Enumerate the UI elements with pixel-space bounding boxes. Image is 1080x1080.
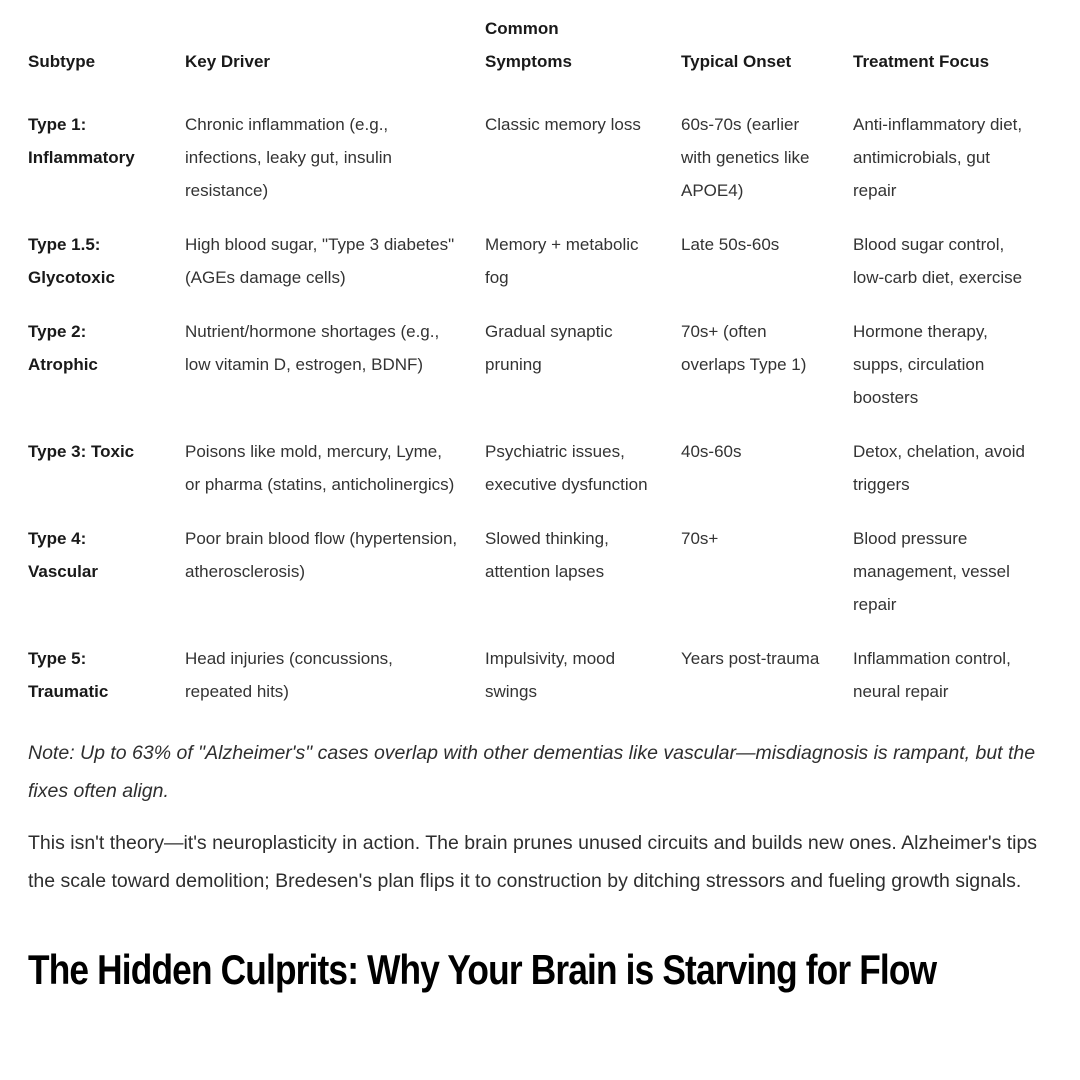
cell-symptoms: Impulsivity, mood swings xyxy=(485,649,616,701)
cell-symptoms: Gradual synaptic pruning xyxy=(485,322,613,374)
column-header-typical-onset: Typical Onset xyxy=(681,52,792,71)
column-header-key-driver: Key Driver xyxy=(185,52,271,71)
cell-treatment: Detox, chelation, avoid triggers xyxy=(853,442,1025,494)
subtype-table xyxy=(28,12,1052,708)
body-paragraph: This isn't theory—it's neuroplasticity in action. The brain prunes unused circuits and builds new ones. Alzheimer's tips the scale toward demolition; Bredesen's plan flips it to construction by ditching stressors and fueling growth signals. xyxy=(28,832,1038,892)
cell-key-driver: Poisons like mold, mercury, Lyme, or pharma (statins, anticholinergics) xyxy=(185,442,455,494)
cell-subtype: Type 1: Inflammatory xyxy=(28,115,135,167)
cell-key-driver: Chronic inflammation (e.g., infections, leaky gut, insulin resistance) xyxy=(185,115,392,200)
column-header-common-symptoms: Common Symptoms xyxy=(485,19,572,71)
cell-subtype: Type 2: Atrophic xyxy=(28,322,98,374)
cell-treatment: Blood sugar control, low-carb diet, exercise xyxy=(853,235,1023,287)
cell-onset: 70s+ (often overlaps Type 1) xyxy=(681,322,807,374)
cell-symptoms: Slowed thinking, attention lapses xyxy=(485,529,609,581)
cell-key-driver: High blood sugar, "Type 3 diabetes" (AGEs damage cells) xyxy=(185,235,455,287)
cell-symptoms: Memory + metabolic fog xyxy=(485,235,639,287)
column-header-subtype: Subtype xyxy=(28,52,96,71)
cell-symptoms: Classic memory loss xyxy=(485,115,641,134)
cell-treatment: Anti-inflammatory diet, antimicrobials, gut repair xyxy=(853,115,1023,200)
cell-subtype: Type 4: Vascular xyxy=(28,529,98,581)
table-row-type-4 xyxy=(28,522,1052,621)
cell-onset: Years post-trauma xyxy=(681,649,820,668)
table-row-type-2 xyxy=(28,315,1052,414)
column-header-treatment-focus: Treatment Focus xyxy=(853,52,990,71)
table-row-type-5 xyxy=(28,642,1052,708)
cell-key-driver: Head injuries (concussions, repeated hits) xyxy=(185,649,393,701)
cell-treatment: Blood pressure management, vessel repair xyxy=(853,529,1010,614)
cell-subtype: Type 3: Toxic xyxy=(28,442,135,461)
note-text: Note: Up to 63% of "Alzheimer's" cases overlap with other dementias like vascular—misdiagnosis is rampant, but the fixes often align. xyxy=(28,742,1036,802)
cell-key-driver: Poor brain blood flow (hypertension, atherosclerosis) xyxy=(185,529,458,581)
cell-subtype: Type 5: Traumatic xyxy=(28,649,109,701)
table-header-row xyxy=(28,12,1052,78)
table-row-type-1-5 xyxy=(28,228,1052,294)
cell-treatment: Inflammation control, neural repair xyxy=(853,649,1011,701)
cell-onset: 40s-60s xyxy=(681,442,742,461)
cell-onset: Late 50s-60s xyxy=(681,235,780,254)
table-row-type-1 xyxy=(28,108,1052,207)
table-row-type-3 xyxy=(28,435,1052,501)
cell-subtype: Type 1.5: Glycotoxic xyxy=(28,235,115,287)
cell-key-driver: Nutrient/hormone shortages (e.g., low vitamin D, estrogen, BDNF) xyxy=(185,322,440,374)
section-heading: The Hidden Culprits: Why Your Brain is Starving for Flow xyxy=(28,946,937,993)
cell-treatment: Hormone therapy, supps, circulation boosters xyxy=(853,322,988,407)
cell-onset: 60s-70s (earlier with genetics like APOE4) xyxy=(681,115,810,200)
cell-onset: 70s+ xyxy=(681,529,719,548)
cell-symptoms: Psychiatric issues, executive dysfunction xyxy=(485,442,648,494)
